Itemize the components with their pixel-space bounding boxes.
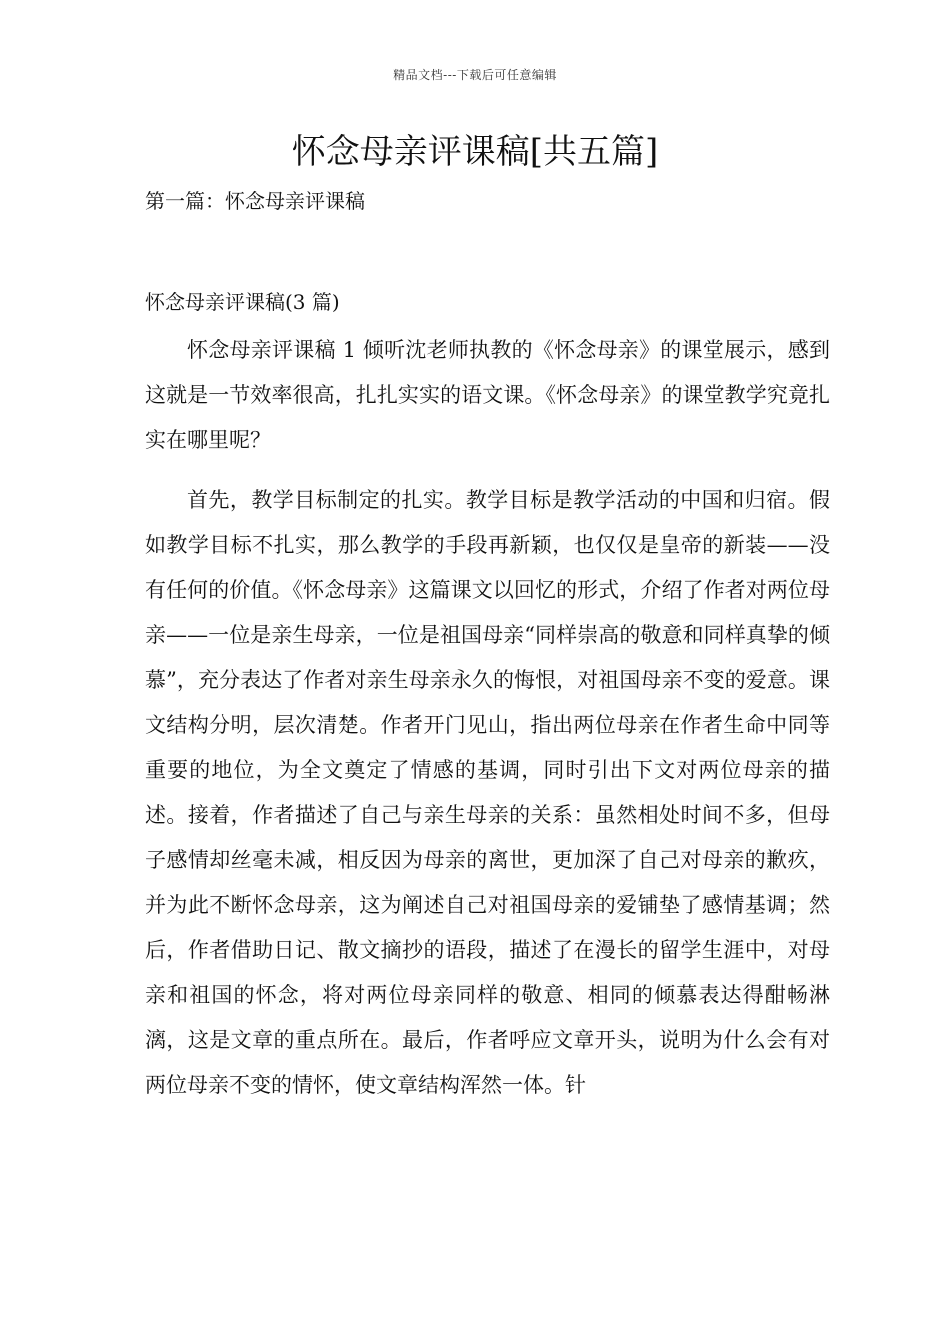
document-title: 怀念母亲评课稿[共五篇] — [291, 132, 659, 172]
header-note: 精品文档---下载后可任意编辑 — [393, 68, 557, 82]
sub-heading: 怀念母亲评课稿(3 篇) — [145, 290, 340, 314]
body-paragraph-2: 首先，教学目标制定的扎实。教学目标是教学活动的中国和归宿。假如教学目标不扎实，那么教学的手段再新颖，也仅仅是皇帝的新装——没有任何的价值。《怀念母亲》这篇课文以回忆的形式，介绍了作者对两位母亲——一位是亲生母亲，一位是祖国母亲“同样崇高的敬意和同样真挚的倾慕”，充分表达了作者对亲生母亲永久的悔恨，对祖国母亲不变的爱意。课文结构分明，层次清楚。作者开门见山，指出两位母亲在作者生命中同等重要的地位，为全文奠定了情感的基调，同时引出下文对两位母亲的描述。接着，作者描述了自己与亲生母亲的关系：虽然相处时间不多，但母子感情却丝毫未减，相反因为母亲的离世，更加深了自己对母亲的歉疚，并为此不断怀念母亲，这为阐述自己对祖国母亲的爱铺垫了感情基调；然后，作者借助日记、散文摘抄的语段，描述了在漫长的留学生涯中，对母亲和祖国的怀念，将对两位母亲同样的敬意、相同的倾慕表达得酣畅淋漓，这是文章的重点所在。最后，作者呼应文章开头，说明为什么会有对两位母亲不变的情怀，使文章结构浑然一体。针 — [145, 488, 830, 1097]
section-heading: 第一篇：怀念母亲评课稿 — [145, 189, 365, 213]
body-paragraph-1: 怀念母亲评课稿 1 倾听沈老师执教的《怀念母亲》的课堂展示，感到这就是一节效率很高，扎扎实实的语文课。《怀念母亲》的课堂教学究竟扎实在哪里呢？ — [145, 338, 830, 452]
